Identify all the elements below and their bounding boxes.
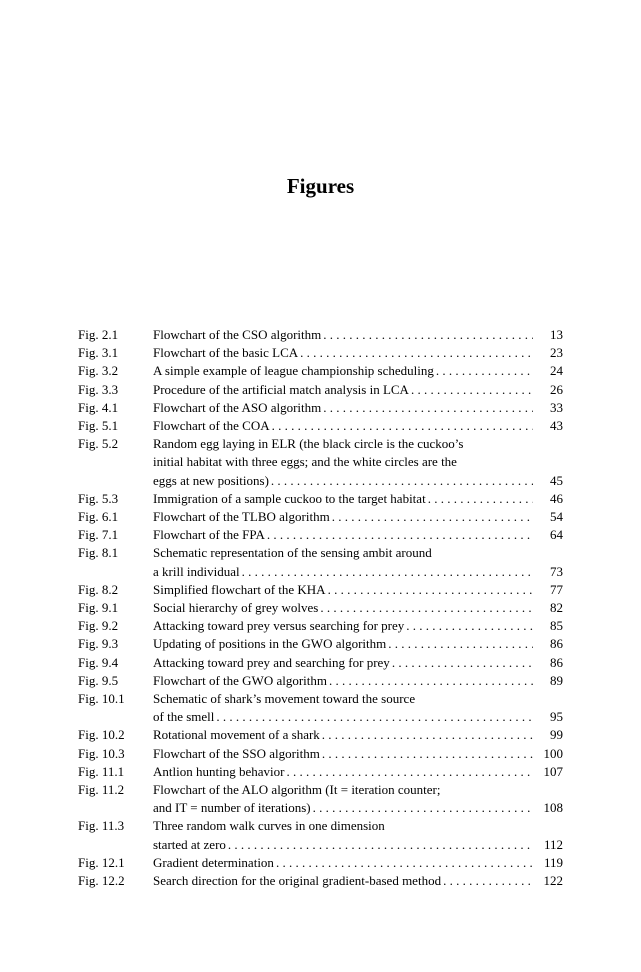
caption-text: Gradient determination [153, 854, 274, 870]
dot-leader [320, 599, 533, 617]
caption-line [153, 872, 563, 890]
figure-number: Fig. 10.3 [78, 745, 125, 761]
figure-entry [78, 381, 563, 399]
figure-entry [78, 635, 563, 653]
figure-number: Fig. 12.1 [78, 854, 125, 870]
page-number: 86 [550, 636, 563, 652]
figure-entry [78, 763, 563, 781]
figure-entry [78, 508, 563, 526]
figure-number: Fig. 11.3 [78, 818, 125, 834]
page-number: 46 [550, 490, 563, 506]
page-number: 86 [550, 654, 563, 670]
caption-text: a krill individual [153, 563, 240, 579]
figure-entry [78, 672, 563, 690]
page-number: 112 [543, 836, 563, 852]
figure-number: Fig. 9.5 [78, 672, 119, 688]
caption-text: Flowchart of the ALO algorithm (It = iteration counter; [153, 782, 441, 798]
page-number: 33 [550, 399, 563, 415]
figure-caption [153, 872, 563, 890]
dot-leader [300, 344, 533, 362]
caption-line [153, 836, 563, 854]
caption-line [153, 381, 563, 399]
caption-line [153, 544, 563, 562]
figure-number: Fig. 3.1 [78, 345, 119, 361]
page-number: 73 [550, 563, 563, 579]
figure-caption [153, 381, 563, 399]
caption-text: Simplified flowchart of the KHA [153, 581, 326, 597]
figure-caption [153, 544, 563, 580]
caption-text: Attacking toward prey versus searching for prey [153, 618, 405, 634]
figure-entry [78, 362, 563, 380]
caption-text: Updating of positions in the GWO algorithm [153, 636, 387, 652]
caption-text: Flowchart of the ASO algorithm [153, 399, 322, 415]
page-number: 13 [550, 327, 563, 342]
page-number: 77 [550, 581, 563, 597]
figure-caption [153, 726, 563, 744]
page-title: Figures [286, 174, 355, 198]
dot-leader [411, 381, 533, 399]
caption-line [153, 453, 563, 471]
dot-leader [286, 763, 533, 781]
figure-entry [78, 544, 563, 580]
figure-entry [78, 726, 563, 744]
caption-line [153, 417, 563, 435]
figure-entry [78, 435, 563, 490]
caption-text: A simple example of league championship scheduling [153, 363, 434, 379]
figure-entry [78, 745, 563, 763]
page-number: 26 [550, 381, 563, 397]
caption-text: Flowchart of the COA [153, 418, 270, 434]
figure-caption [153, 672, 563, 690]
caption-text: Social hierarchy of grey wolves [153, 600, 319, 616]
caption-text: and IT = number of iterations) [153, 800, 311, 816]
figure-caption [153, 526, 563, 544]
caption-text: Random egg laying in ELR (the black circle is the cuckoo’s [153, 436, 464, 452]
figure-number: Fig. 12.2 [78, 873, 125, 889]
figure-number: Fig. 9.1 [78, 600, 119, 616]
figure-caption [153, 690, 563, 726]
page-number: 54 [550, 509, 563, 525]
caption-line [153, 344, 563, 362]
dot-leader [322, 745, 533, 763]
caption-text: of the smell [153, 709, 215, 725]
page-number: 107 [543, 763, 563, 779]
figure-number: Fig. 3.2 [78, 363, 119, 379]
dot-leader [323, 399, 533, 417]
figure-caption [153, 399, 563, 417]
figure-number: Fig. 5.3 [78, 490, 119, 506]
dot-leader [328, 581, 533, 599]
figure-entry [78, 399, 563, 417]
caption-line [153, 435, 563, 453]
dot-leader [428, 490, 533, 508]
caption-line [153, 726, 563, 744]
figure-caption [153, 635, 563, 653]
figure-number: Fig. 9.2 [78, 618, 119, 634]
caption-text: eggs at new positions) [153, 472, 269, 488]
figure-caption [153, 781, 563, 817]
figure-number: Fig. 10.2 [78, 727, 125, 743]
caption-text: Flowchart of the GWO algorithm [153, 672, 328, 688]
caption-text: Schematic of shark’s movement toward the source [153, 691, 416, 707]
caption-line [153, 690, 563, 708]
caption-text: Immigration of a sample cuckoo to the target habitat [153, 490, 426, 506]
dot-leader [436, 362, 533, 380]
caption-text: Antlion hunting behavior [153, 763, 285, 779]
figure-entry [78, 326, 563, 344]
figure-caption [153, 344, 563, 362]
caption-text: Flowchart of the FPA [153, 527, 265, 543]
figure-caption [153, 745, 563, 763]
figure-entry [78, 526, 563, 544]
caption-line [153, 599, 563, 617]
figure-entry [78, 781, 563, 817]
page-number: 100 [543, 745, 563, 761]
page-number: 23 [550, 345, 563, 361]
caption-line [153, 490, 563, 508]
caption-line [153, 654, 563, 672]
figure-caption [153, 617, 563, 635]
caption-line [153, 817, 563, 835]
page-number: 119 [543, 854, 563, 870]
page-number: 85 [550, 618, 563, 634]
figure-caption [153, 435, 563, 490]
figure-caption [153, 817, 563, 853]
figure-number: Fig. 9.3 [78, 636, 119, 652]
caption-line [153, 672, 563, 690]
dot-leader [329, 672, 533, 690]
caption-text: Rotational movement of a shark [153, 727, 320, 743]
caption-line [153, 526, 563, 544]
figure-caption [153, 581, 563, 599]
figure-number: Fig. 8.2 [78, 581, 119, 597]
page-number: 122 [543, 873, 563, 889]
dot-leader [443, 872, 533, 890]
figure-entry [78, 417, 563, 435]
caption-line [153, 563, 563, 581]
figure-entry [78, 581, 563, 599]
figure-number: Fig. 5.2 [78, 436, 119, 452]
dot-leader [388, 635, 533, 653]
figure-caption [153, 490, 563, 508]
page-number: 64 [550, 527, 563, 543]
caption-line [153, 508, 563, 526]
figure-number: Fig. 4.1 [78, 399, 119, 415]
figure-entry [78, 599, 563, 617]
caption-line [153, 326, 563, 344]
caption-text: Schematic representation of the sensing ambit around [153, 545, 432, 561]
figure-caption [153, 654, 563, 672]
caption-line [153, 854, 563, 872]
figure-number: Fig. 11.2 [78, 782, 125, 798]
page-number: 99 [550, 727, 563, 743]
dot-leader [406, 617, 533, 635]
figure-number: Fig. 7.1 [78, 527, 119, 543]
caption-text: initial habitat with three eggs; and the white circles are the [153, 454, 457, 470]
figure-entry [78, 617, 563, 635]
caption-text: started at zero [153, 836, 226, 852]
caption-line [153, 635, 563, 653]
figure-entry [78, 344, 563, 362]
dot-leader [276, 854, 533, 872]
caption-text: Flowchart of the CSO algorithm [153, 327, 322, 342]
caption-line [153, 362, 563, 380]
caption-line [153, 781, 563, 799]
page-number: 95 [550, 709, 563, 725]
caption-line [153, 745, 563, 763]
figure-number: Fig. 3.3 [78, 381, 119, 397]
caption-text: Procedure of the artificial match analysis in LCA [153, 381, 409, 397]
dot-leader [271, 472, 533, 490]
figure-caption [153, 326, 563, 344]
figure-entry [78, 490, 563, 508]
figure-entry [78, 690, 563, 726]
caption-line [153, 581, 563, 599]
figure-entry [78, 854, 563, 872]
page-number: 43 [550, 418, 563, 434]
figure-number: Fig. 5.1 [78, 418, 119, 434]
dot-leader [242, 563, 533, 581]
dot-leader [332, 508, 533, 526]
caption-line [153, 399, 563, 417]
dot-leader [216, 708, 533, 726]
page-number: 108 [543, 800, 563, 816]
caption-line [153, 763, 563, 781]
caption-line [153, 617, 563, 635]
page-number: 45 [550, 472, 563, 488]
list-of-figures [78, 326, 563, 890]
caption-text: Three random walk curves in one dimension [153, 818, 385, 834]
figure-caption [153, 599, 563, 617]
caption-line [153, 799, 563, 817]
page-number: 89 [550, 672, 563, 688]
figure-caption [153, 362, 563, 380]
figure-caption [153, 854, 563, 872]
figure-number: Fig. 9.4 [78, 654, 119, 670]
figure-number: Fig. 8.1 [78, 545, 119, 561]
page-number: 24 [550, 363, 563, 379]
page-number: 82 [550, 600, 563, 616]
figure-number: Fig. 11.1 [78, 763, 125, 779]
dot-leader [272, 417, 533, 435]
caption-text: Flowchart of the basic LCA [153, 345, 299, 361]
caption-text: Flowchart of the SSO algorithm [153, 745, 320, 761]
caption-line [153, 472, 563, 490]
caption-text: Attacking toward prey and searching for prey [153, 654, 390, 670]
caption-text: Search direction for the original gradient-based method [153, 873, 442, 889]
dot-leader [322, 726, 533, 744]
dot-leader [323, 326, 533, 344]
dot-leader [228, 836, 533, 854]
figure-caption [153, 763, 563, 781]
figure-number: Fig. 10.1 [78, 691, 125, 707]
dot-leader [267, 526, 533, 544]
figure-caption [153, 417, 563, 435]
caption-line [153, 708, 563, 726]
figure-number: Fig. 6.1 [78, 509, 119, 525]
caption-text: Flowchart of the TLBO algorithm [153, 509, 330, 525]
figure-entry [78, 872, 563, 890]
figure-number: Fig. 2.1 [78, 327, 119, 342]
dot-leader [392, 654, 533, 672]
figure-caption [153, 508, 563, 526]
figure-entry [78, 817, 563, 853]
figure-entry [78, 654, 563, 672]
dot-leader [313, 799, 533, 817]
